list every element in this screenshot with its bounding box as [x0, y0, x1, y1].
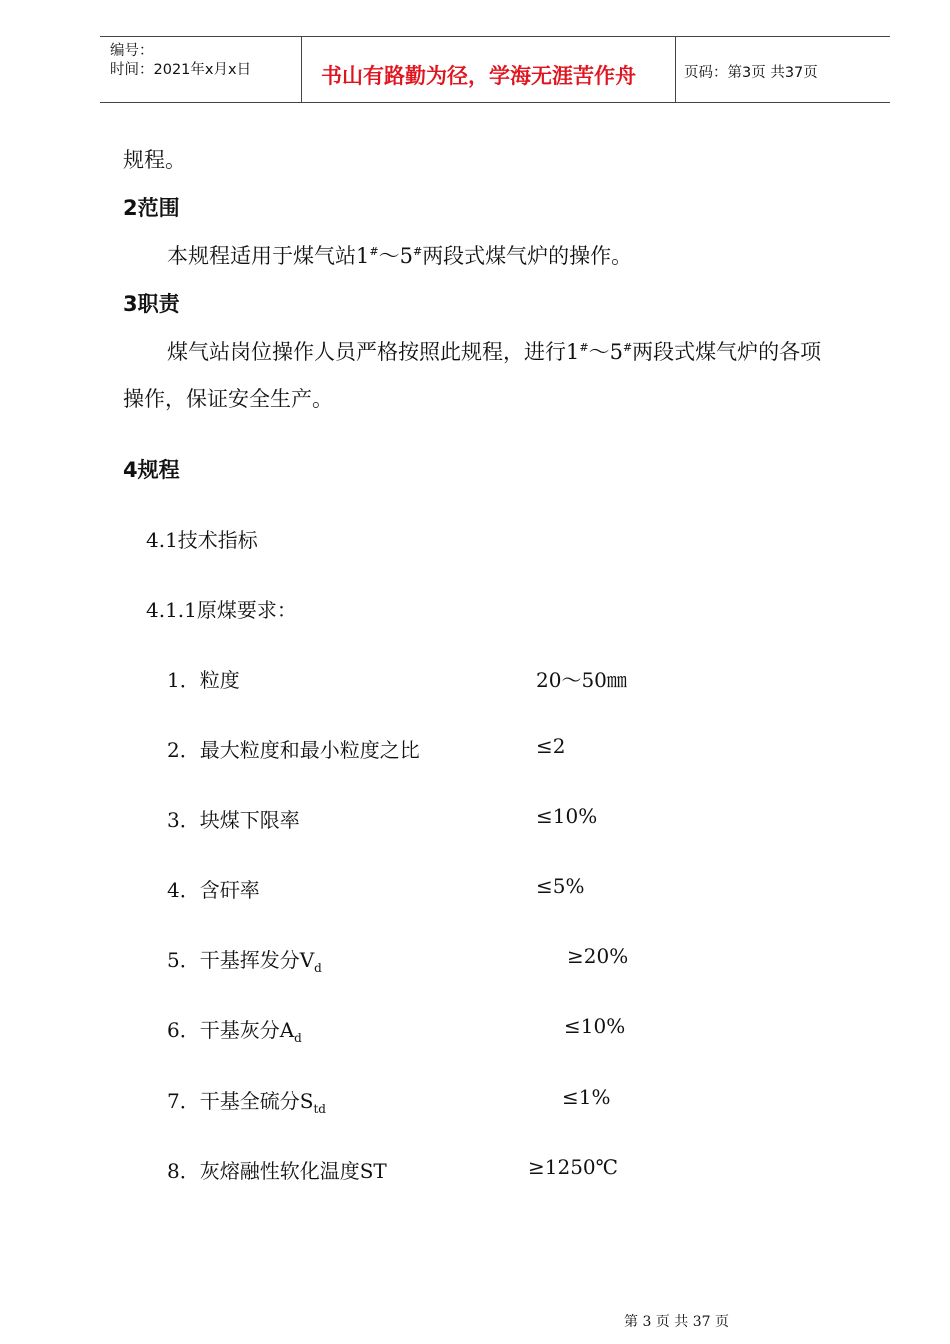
- requirement-value: ≤2: [536, 734, 566, 758]
- requirement-label: 8．灰熔融性软化温度ST: [167, 1159, 387, 1183]
- continuation-text: 规程。: [123, 148, 186, 172]
- subsection-4-1-1-heading: 4.1.1原煤要求：: [146, 598, 297, 622]
- page-footer: 第 3 页 共 37 页: [624, 1314, 729, 1330]
- requirement-label: 6．干基灰分$A_d$: [167, 1018, 302, 1045]
- subsection-4-1-heading: 4.1技术指标: [146, 528, 258, 552]
- requirement-value: ≤5%: [536, 874, 585, 898]
- requirement-label: 2．最大粒度和最小粒度之比: [167, 738, 420, 762]
- header-slogan: 书山有路勤为径，学海无涯苦作舟: [321, 63, 636, 88]
- requirement-value: ≥1250℃: [528, 1155, 619, 1179]
- section-3-heading: 3职责: [123, 292, 180, 316]
- section-3-paragraph-line2: 操作，保证安全生产。: [123, 387, 333, 411]
- requirement-value: ≤1%: [562, 1085, 611, 1109]
- requirement-value: ≤10%: [564, 1014, 626, 1038]
- header-top-border: [100, 36, 890, 37]
- requirement-label: 3．块煤下限率: [167, 808, 300, 832]
- section-2-heading: 2范围: [123, 196, 180, 220]
- requirement-label: 4．含矸率: [167, 878, 260, 902]
- requirement-label: 1．粒度: [167, 668, 240, 692]
- document-time-label: 时间：2021年x月x日: [110, 62, 252, 78]
- document-number-label: 编号：: [110, 43, 154, 59]
- requirement-label: 5．干基挥发分$V_d$: [167, 948, 322, 975]
- requirement-value: ≤10%: [536, 804, 598, 828]
- header-divider-left: [301, 36, 302, 103]
- header-bottom-border: [100, 102, 890, 103]
- requirement-value: 20～50㎜: [536, 668, 627, 692]
- header-divider-right: [675, 36, 676, 103]
- requirement-value: ≥20%: [567, 944, 629, 968]
- section-2-paragraph: 本规程适用于煤气站1#～5#两段式煤气炉的操作。: [167, 244, 633, 268]
- section-3-paragraph-line1: 煤气站岗位操作人员严格按照此规程，进行1#～5#两段式煤气炉的各项: [167, 340, 822, 364]
- header-page-label: 页码：第3页 共37页: [684, 65, 818, 81]
- requirement-label: 7．干基全硫分$S_{td}$: [167, 1089, 326, 1116]
- section-4-heading: 4规程: [123, 458, 180, 482]
